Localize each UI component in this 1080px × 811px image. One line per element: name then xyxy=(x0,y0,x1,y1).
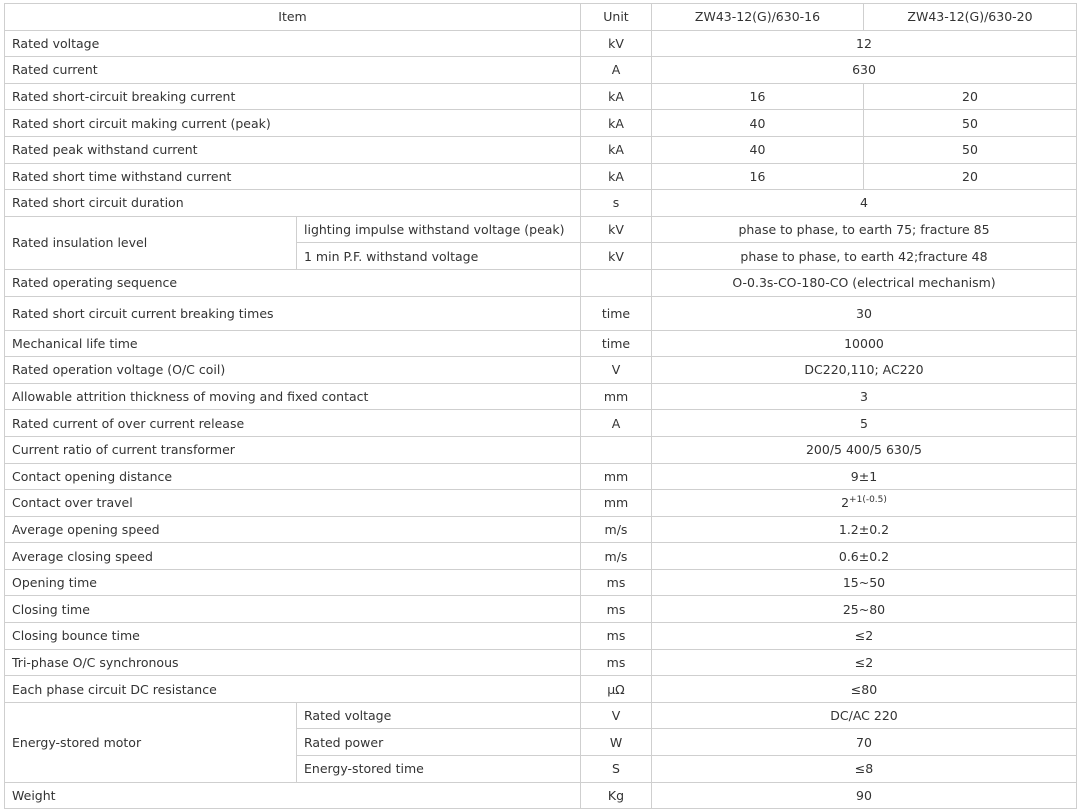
table-row xyxy=(5,463,1077,490)
row-unit: kA xyxy=(581,110,652,137)
row-value: 200/5 400/5 630/5 xyxy=(652,436,1077,463)
row-value: 25~80 xyxy=(652,596,1077,623)
row-unit: kA xyxy=(581,83,652,110)
row-value-model-2: 20 xyxy=(864,163,1077,190)
row-unit: ms xyxy=(581,649,652,676)
table-row xyxy=(5,190,1077,217)
row-sublabel: 1 min P.F. withstand voltage xyxy=(297,243,581,270)
row-value: 15~50 xyxy=(652,569,1077,596)
row-label: Rated current of over current release xyxy=(5,410,581,437)
table-row xyxy=(5,702,1077,729)
row-sublabel: Rated voltage xyxy=(297,702,581,729)
row-value: 9±1 xyxy=(652,463,1077,490)
row-label: Rated peak withstand current xyxy=(5,136,581,163)
table-row xyxy=(5,436,1077,463)
row-value: 12 xyxy=(652,30,1077,57)
table-row xyxy=(5,516,1077,543)
row-value: ≤2 xyxy=(652,649,1077,676)
row-unit: A xyxy=(581,410,652,437)
row-value-model-1: 16 xyxy=(652,163,864,190)
row-label: Closing time xyxy=(5,596,581,623)
header-unit: Unit xyxy=(581,4,652,31)
table-header-row xyxy=(5,4,1077,31)
row-label: Contact opening distance xyxy=(5,463,581,490)
row-unit: ms xyxy=(581,596,652,623)
row-value xyxy=(652,490,1077,517)
row-value: 10000 xyxy=(652,330,1077,357)
row-label: Weight xyxy=(5,782,581,809)
spec-table xyxy=(4,3,1077,809)
table-row xyxy=(5,676,1077,703)
row-value: 70 xyxy=(652,729,1077,756)
table-row xyxy=(5,163,1077,190)
row-value-model-2: 50 xyxy=(864,136,1077,163)
row-unit: s xyxy=(581,190,652,217)
table-row xyxy=(5,490,1077,517)
row-value: O-0.3s-CO-180-CO (electrical mechanism) xyxy=(652,269,1077,296)
row-unit: mm xyxy=(581,490,652,517)
row-unit: time xyxy=(581,296,652,330)
row-value: 630 xyxy=(652,57,1077,84)
row-label: Rated operating sequence xyxy=(5,269,581,296)
table-row xyxy=(5,782,1077,809)
row-sublabel: Energy-stored time xyxy=(297,756,581,783)
row-unit xyxy=(581,436,652,463)
row-label: Tri-phase O/C synchronous xyxy=(5,649,581,676)
table-row xyxy=(5,57,1077,84)
row-unit: m/s xyxy=(581,516,652,543)
row-value-model-2: 50 xyxy=(864,110,1077,137)
row-unit: ms xyxy=(581,623,652,650)
row-unit: kV xyxy=(581,243,652,270)
table-row xyxy=(5,410,1077,437)
row-label: Rated short circuit current breaking times xyxy=(5,296,581,330)
row-unit: A xyxy=(581,57,652,84)
row-label: Contact over travel xyxy=(5,490,581,517)
row-unit: W xyxy=(581,729,652,756)
row-value: 5 xyxy=(652,410,1077,437)
table-row xyxy=(5,330,1077,357)
row-value: 4 xyxy=(652,190,1077,217)
table-row xyxy=(5,30,1077,57)
row-value: phase to phase, to earth 75; fracture 85 xyxy=(652,216,1077,243)
row-label: Current ratio of current transformer xyxy=(5,436,581,463)
row-value: 30 xyxy=(652,296,1077,330)
row-value-model-1: 40 xyxy=(652,136,864,163)
row-unit: m/s xyxy=(581,543,652,570)
value-superscript: +1(-0.5) xyxy=(849,495,887,506)
table-row xyxy=(5,136,1077,163)
row-value: 90 xyxy=(652,782,1077,809)
value-base: 2 xyxy=(841,495,850,511)
row-sublabel: lighting impulse withstand voltage (peak) xyxy=(297,216,581,243)
row-unit: V xyxy=(581,357,652,384)
row-unit: kV xyxy=(581,216,652,243)
row-value-model-2: 20 xyxy=(864,83,1077,110)
row-label: Rated current xyxy=(5,57,581,84)
row-label: Rated voltage xyxy=(5,30,581,57)
header-model-1: ZW43-12(G)/630-16 xyxy=(652,4,864,31)
row-label: Rated short time withstand current xyxy=(5,163,581,190)
row-value: phase to phase, to earth 42;fracture 48 xyxy=(652,243,1077,270)
table-row xyxy=(5,623,1077,650)
table-row xyxy=(5,649,1077,676)
table-row xyxy=(5,269,1077,296)
row-unit: μΩ xyxy=(581,676,652,703)
header-model-2: ZW43-12(G)/630-20 xyxy=(864,4,1077,31)
row-value: ≤8 xyxy=(652,756,1077,783)
row-unit: mm xyxy=(581,463,652,490)
row-unit xyxy=(581,269,652,296)
row-unit: ms xyxy=(581,569,652,596)
row-label: Average opening speed xyxy=(5,516,581,543)
row-value: DC220,110; AC220 xyxy=(652,357,1077,384)
row-label: Rated short circuit duration xyxy=(5,190,581,217)
row-value: 1.2±0.2 xyxy=(652,516,1077,543)
row-label: Mechanical life time xyxy=(5,330,581,357)
row-label: Closing bounce time xyxy=(5,623,581,650)
row-label: Rated operation voltage (O/C coil) xyxy=(5,357,581,384)
row-value: 3 xyxy=(652,383,1077,410)
table-row xyxy=(5,543,1077,570)
row-unit: kA xyxy=(581,136,652,163)
row-unit: S xyxy=(581,756,652,783)
row-value-model-1: 40 xyxy=(652,110,864,137)
row-unit: Kg xyxy=(581,782,652,809)
row-unit: V xyxy=(581,702,652,729)
row-unit: kV xyxy=(581,30,652,57)
row-value: ≤80 xyxy=(652,676,1077,703)
row-label: Energy-stored motor xyxy=(5,702,297,782)
table-row xyxy=(5,383,1077,410)
row-value: DC/AC 220 xyxy=(652,702,1077,729)
row-label: Allowable attrition thickness of moving and fixed contact xyxy=(5,383,581,410)
table-row xyxy=(5,110,1077,137)
row-value: ≤2 xyxy=(652,623,1077,650)
row-unit: kA xyxy=(581,163,652,190)
table-row xyxy=(5,357,1077,384)
row-label: Average closing speed xyxy=(5,543,581,570)
row-label: Rated short circuit making current (peak) xyxy=(5,110,581,137)
table-row xyxy=(5,569,1077,596)
row-label: Rated short-circuit breaking current xyxy=(5,83,581,110)
row-unit: time xyxy=(581,330,652,357)
row-label: Rated insulation level xyxy=(5,216,297,269)
table-row xyxy=(5,83,1077,110)
table-row xyxy=(5,216,1077,243)
row-value: 0.6±0.2 xyxy=(652,543,1077,570)
row-unit: mm xyxy=(581,383,652,410)
row-label: Opening time xyxy=(5,569,581,596)
header-item: Item xyxy=(5,4,581,31)
table-row xyxy=(5,296,1077,330)
row-label: Each phase circuit DC resistance xyxy=(5,676,581,703)
row-value-model-1: 16 xyxy=(652,83,864,110)
row-sublabel: Rated power xyxy=(297,729,581,756)
table-row xyxy=(5,596,1077,623)
